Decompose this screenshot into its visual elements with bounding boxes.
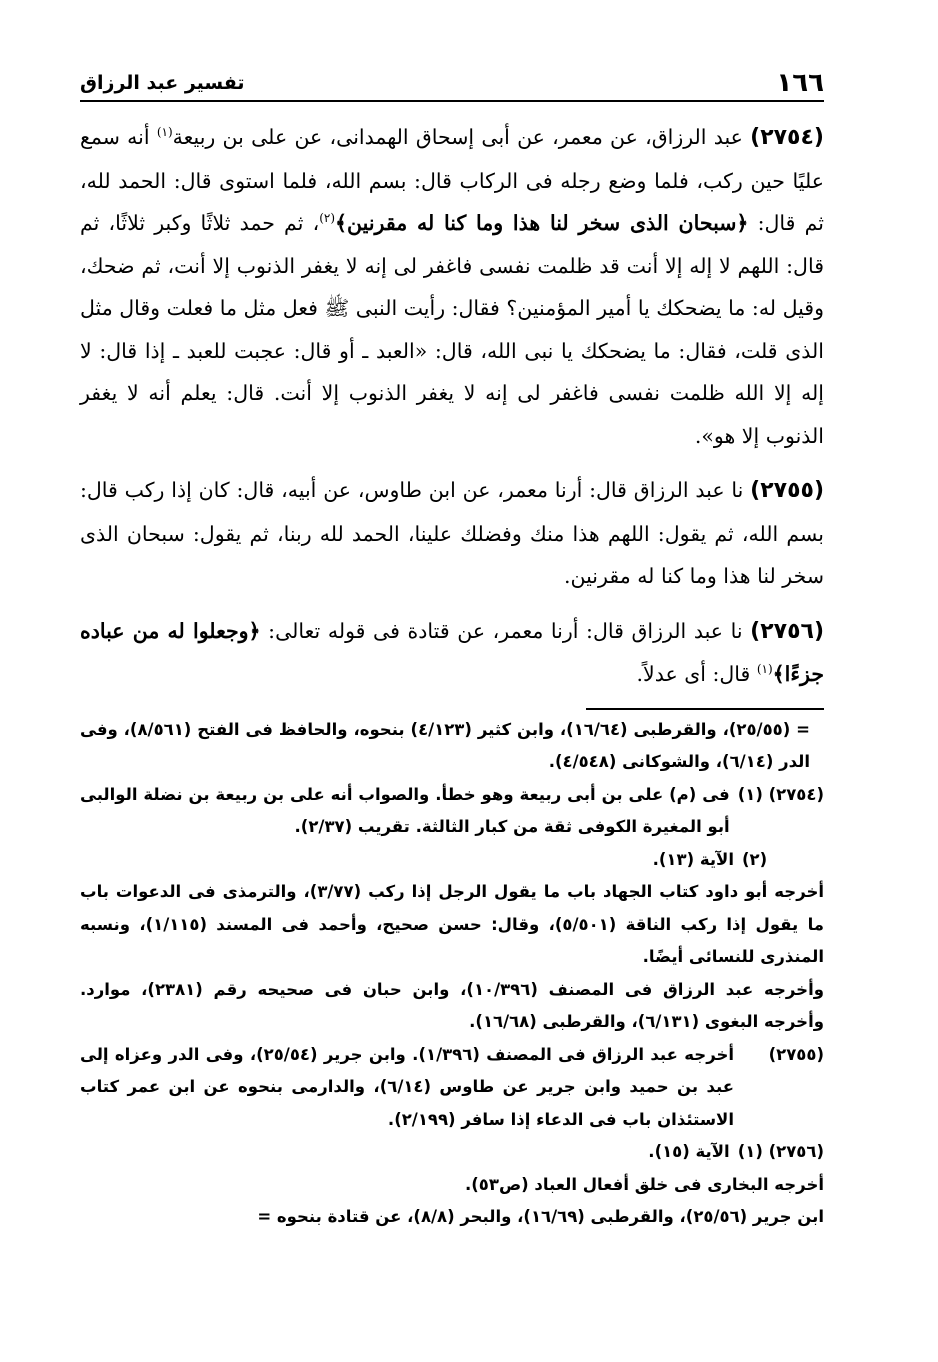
takhrij-text: ابن جرير (٢٥/٥٦)، والقرطبى (١٦/٦٩)، والبحر (٨/٨)، عن قتادة بنحوه =	[257, 1207, 824, 1226]
hadith-text: قال: أى عدلاً.	[636, 662, 757, 686]
footnote-ref: (١)	[156, 125, 173, 140]
footnote-2756-1	[80, 1136, 824, 1169]
hadith-text: ، ثم حمد ثلاثًا وكبر ثلاثًا، ثم قال: اللهم لا إله إلا أنت قد ظلمت نفسى فاغفر لى إنه لا يغفر الذنوب إلا أنت، ثم ضحك، وقيل له: ما يضحكك يا أمير المؤمنين؟ فقال: رأيت النبى ﷺ فعل مثل ما فعلت وقال مثل الذى قلت، فقال: ما يضحكك يا نبى الله، قال: «العبد ـ أو قال: عجبت للعبد ـ إذا قال: لا إله إلا الله ظلمت نفسى فاغفر لى إنه لا يغفر الذنوب إلا أنت. قال: يعلم أنه لا يغفر الذنوب إلا هو».	[80, 211, 824, 448]
footnote-label: (٢٧٥٥)	[768, 1044, 824, 1064]
quran-verse: ﴿وجعلوا له من عباده جزءًا﴾	[80, 618, 824, 686]
hadith-2756	[80, 610, 824, 696]
footnote-label: (٢٧٥٤) (١)	[737, 784, 824, 804]
footnotes	[80, 714, 824, 1234]
hadith-text: أنه سمع عليًا حين ركب، فلما وضع رجله فى الركاب قال: بسم الله، فلما استوى قال: الحمد لله، ثم قال:	[80, 125, 824, 235]
page-header	[80, 58, 824, 102]
hadith-2755	[80, 469, 824, 598]
footnote-separator	[586, 708, 824, 710]
hadith-2754	[80, 116, 824, 457]
hadith-text: نا عبد الرزاق قال: أرنا معمر، عن قتادة فى قوله تعالى:	[260, 618, 751, 643]
page-number: ١٦٦	[776, 68, 824, 98]
hadith-text: عبد الرزاق، عن معمر، عن أبى إسحاق الهمدانى، عن على بن ربيعة	[172, 125, 751, 149]
quran-verse: ﴿سبحان الذى سخر لنا هذا وما كنا له مقرنين﴾	[335, 211, 749, 235]
hadith-number: (٢٧٥٦)	[750, 618, 824, 644]
page	[80, 58, 824, 1234]
main-text	[80, 116, 824, 696]
hadith-text: نا عبد الرزاق قال: أرنا معمر، عن ابن طاوس، عن أبيه، قال: كان إذا ركب قال: بسم الله، ثم يقول: اللهم هذا منك وفضلك علينا، الحمد لله ربنا، ثم يقول: سبحان الذى سخر لنا هذا وما كنا له مقرنين.	[80, 478, 824, 588]
footnote-label: (٢٧٥٦) (١)	[737, 1142, 824, 1161]
footnote-text: أخرجه عبد الرزاق فى المصنف (١/٣٩٦). وابن جرير (٢٥/٥٤)، وفى الدر وعزاه إلى عبد بن حميد وابن جرير عن طاوس (٦/١٤)، والدارمى بنحوه عن ابن عمر كتاب الاستئذان باب فى الدعاء إذا سافر (٢/١٩٩).	[80, 1044, 735, 1129]
takhrij-text: أخرجه أبو داود كتاب الجهاد باب ما يقول الرجل إذا ركب (٣/٧٧)، والترمذى فى الدعوات باب ما يقول إذا ركب الناقة (٥/٥٠١)، وقال: حسن صحيح، وأحمد فى المسند (١/١١٥)، ونسبه المنذرى للنسائى أيضًا.	[80, 882, 825, 966]
footnote-text: الآية (١٣).	[652, 849, 734, 869]
footnote-2754-2	[80, 844, 824, 877]
footnote-text: الآية (١٥).	[648, 1142, 730, 1161]
hadith-number: (٢٧٥٥)	[750, 478, 824, 503]
footnote-ref: (١)	[756, 662, 773, 677]
footnote-label: (٢)	[742, 849, 768, 869]
hadith-number: (٢٧٥٤)	[750, 125, 824, 150]
footnote-text: فى (م) على بن أبى ربيعة وهو خطأ. والصواب أنه على بن ربيعة بن نضلة الوالبى أبو المغيرة الكوفى ثقة من كبار الثالثة. تقريب (٢/٣٧).	[80, 784, 730, 836]
book-title: تفسير عبد الرزاق	[80, 72, 245, 94]
footnote-2755	[80, 1039, 824, 1137]
footnote-continuation: = (٢٥/٥٥)، والقرطبى (١٦/٦٤)، وابن كثير (٤/١٢٣) بنحوه، والحافظ فى الفتح (٨/٥٦١)، وفى الدر (٦/١٤)، والشوكانى (٤/٥٤٨).	[80, 719, 810, 771]
takhrij-text: أخرجه البخارى فى خلق أفعال العباد (ص٥٣).	[464, 1174, 824, 1194]
footnote-2754-1	[80, 779, 824, 844]
takhrij-text: وأخرجه عبد الرزاق فى المصنف (١٠/٣٩٦)، وابن حبان فى صحيحه رقم (٢٣٨١)، موارد. وأخرجه البغوى (٦/١٣١)، والقرطبى (١٦/٦٨).	[80, 979, 824, 1031]
footnote-ref: (٢)	[319, 211, 336, 226]
